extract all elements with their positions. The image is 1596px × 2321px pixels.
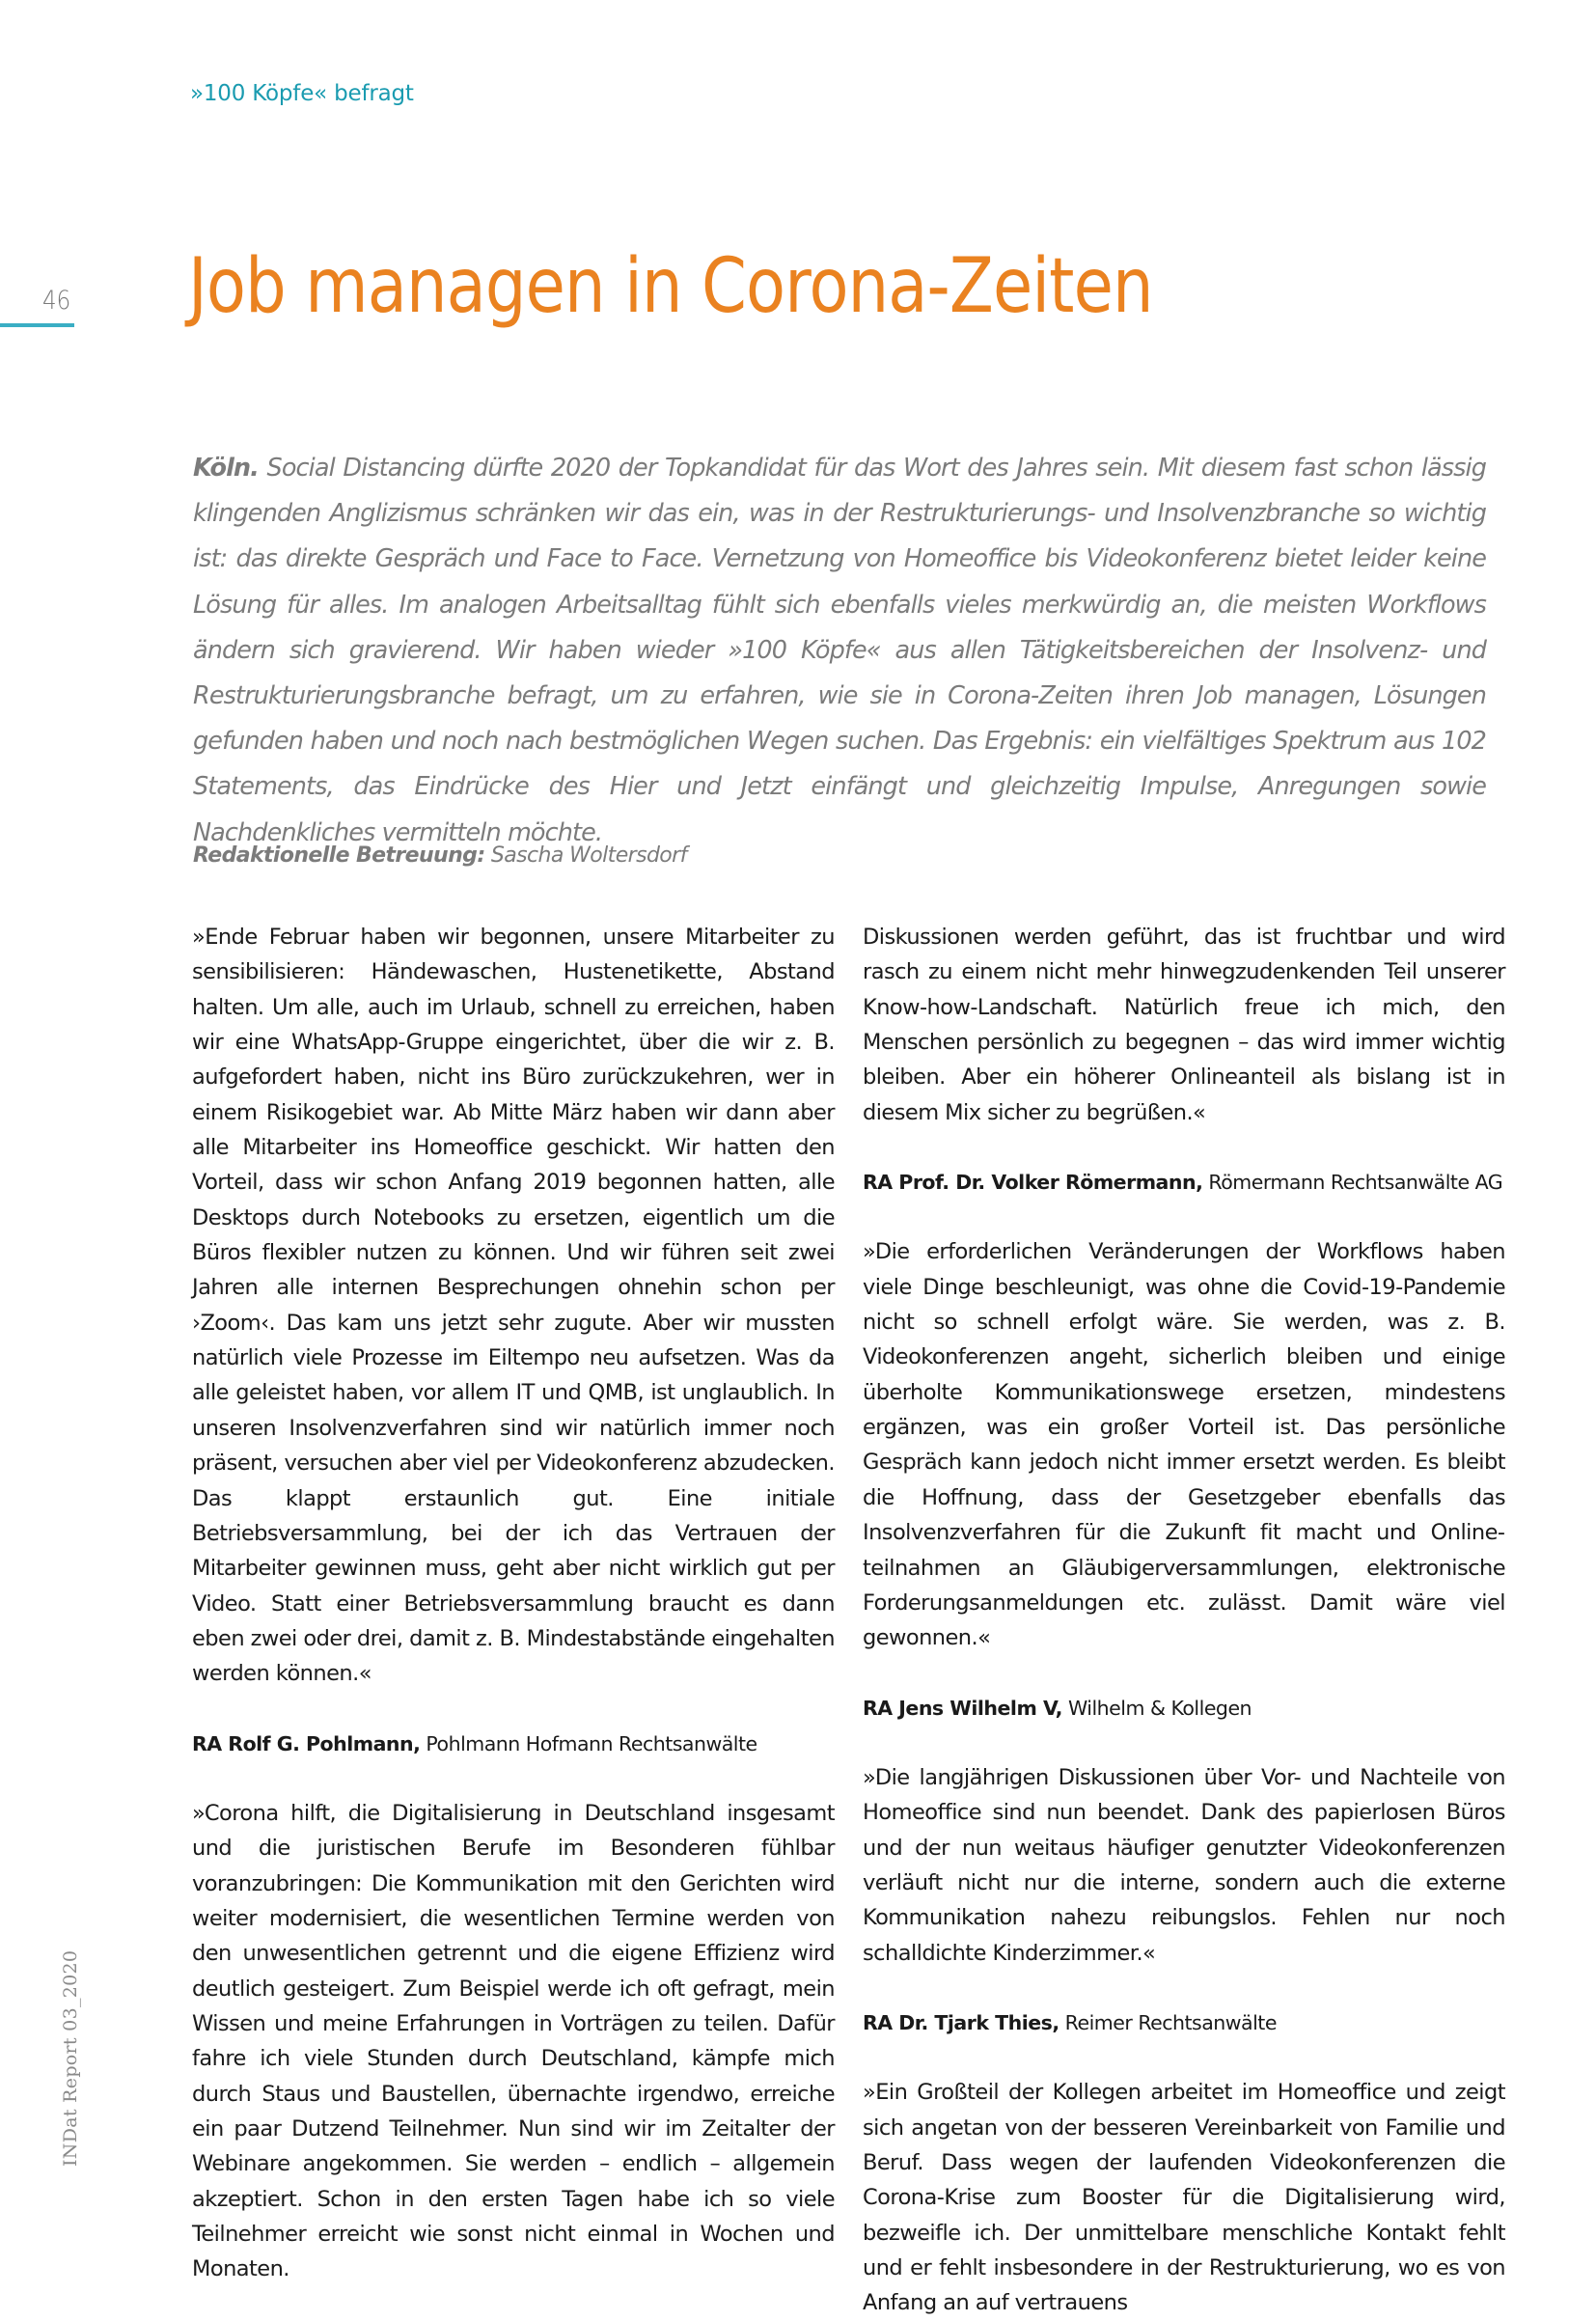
author-name: RA Prof. Dr. Volker Römermann, xyxy=(863,1171,1203,1195)
author-affiliation: Reimer Rechtsanwälte xyxy=(1059,2010,1277,2034)
statement-quote: »Die langjährigen Diskussionen über Vor- und Nachteile von Homeoffice sind nun beendet. Dank des papierlosen Büros und der nun weitaus häufiger genutzter Videokonferenzen verläuft nicht nur die interne, sondern auch die externe Kommunikation nahezu reibungslos. Fehlen nur noch schalldichte Kinderzimmer.« xyxy=(863,1764,1505,1966)
statement-quote: »Corona hilft, die Digitalisierung in Deutschland insgesamt und die juristischen Berufe im Besonderen fühlbar voranzubringen: Die Kommunikation mit den Gerichten wird weiter modernisiert, die wesentlichen Termine werden von den unwesentlichen getrennt und die eigene Effizienz wird deutlich gesteigert. Zum Beispiel werde ich oft gefragt, mein Wissen und meine Erfahrungen in Vorträgen zu teilen. Dafür fahre ich viele Stunden durch Deutschland, kämpfe mich durch Staus und Baustellen, übernachte irgendwo, erreiche ein paar Dutzend Teilnehmer. Nun sind wir im Zeitalter der Webinare angekommen. Sie werden – endlich – allgemein akzeptiert. Schon in den ersten Tagen habe ich so viele Teilnehmer erreicht wie sonst nicht einmal in Wochen und Monaten. xyxy=(192,1800,835,2282)
statement-author xyxy=(192,1727,835,1761)
credit-label: Redaktionelle Betreuung: xyxy=(193,843,485,868)
intro-location: Köln. xyxy=(193,454,259,483)
author-affiliation: Römermann Rechtsanwälte AG xyxy=(1202,1171,1503,1195)
statement-author xyxy=(863,1691,1505,1726)
statement-quote: »Ein Großteil der Kollegen arbeitet im Homeoffice und zeigt sich angetan von der besseren Vereinbarkeit von Familie und Beruf. Dass wegen der laufenden Videokonferenzen die Corona-Krise zum Booster für die Digitalisierung wird, bezweifle ich. Der unmittelbare menschliche Kontakt fehlt und er fehlt insbesondere in der Restrukturierung, wo es von Anfang an auf vertrauens xyxy=(863,2080,1505,2316)
column-right xyxy=(863,920,1505,2321)
editorial-credit xyxy=(193,843,687,868)
author-affiliation: Pohlmann Hofmann Rechtsanwälte xyxy=(420,1731,757,1755)
section-kicker: »100 Köpfe« befragt xyxy=(190,81,414,106)
statement-quote-continuation: Diskussionen werden geführt, das ist fruchtbar und wird rasch zu einem nicht mehr hinwegzudenkenden Teil unserer Know-how-Landschaft. Natürlich freue ich mich, den Menschen persönlich zu begegnen – das wird immer wichtig bleiben. Aber ein höherer Onlineanteil als bislang ist in diesem Mix sicher zu begrüßen.« xyxy=(863,925,1505,1125)
statement-author xyxy=(863,2005,1505,2040)
page-number: 46 xyxy=(42,286,71,316)
statement-quote: »Ende Februar haben wir begonnen, unsere Mitarbeiter zu sensibilisieren: Händewaschen, Hustenetikette, Abstand halten. Um alle, auch im Urlaub, schnell zu erreichen, haben wir eine WhatsApp-Gruppe eingerichtet, über die wir z. B. aufgefordert haben, nicht ins Büro zurückzukehren, wer in einem Risikogebiet war. Ab Mitte März haben wir dann aber alle Mitarbeiter ins Homeoffice geschickt. Wir hatten den Vorteil, dass wir schon Anfang 2019 begonnen hatten, alle Desktops durch Notebooks zu ersetzen, eigentlich um die Büros flexibler nutzen zu können. Und wir führen seit zwei Jahren alle internen Besprechungen ohnehin schon per ›Zoom‹. Das kam uns jetzt sehr zugute. Aber wir mussten natürlich viele Prozesse im Eiltempo neu aufsetzen. Was da alle geleistet haben, vor allem IT und QMB, ist unglaublich. In unseren Insolvenzverfahren sind wir natürlich immer noch präsent, versuchen aber viel per Videokonferenz abzudecken. Das klappt erstaunlich gut. Eine initiale Betriebsversammlung, bei der ich das Vertrauen der Mitarbeiter gewinnen muss, geht aber nicht wirklich gut per Video. Statt einer Betriebsversammlung braucht es dann eben zwei oder drei, damit z. B. Mindestabstände eingehalten werden können.« xyxy=(192,925,835,1687)
author-name: RA Dr. Tjark Thies, xyxy=(863,2010,1059,2034)
page-number-bar xyxy=(0,323,74,327)
intro-paragraph xyxy=(193,446,1486,856)
page-title: Job managen in Corona-Zeiten xyxy=(188,243,1153,330)
column-left xyxy=(192,920,835,2287)
publication-footer: INDat Report 03_2020 xyxy=(60,1949,81,2167)
intro-text: Social Distancing dürfte 2020 der Topkandidat für das Wort des Jahres sein. Mit diesem fast schon lässig klingenden Anglizismus schränken wir das ein, was in der Restrukturierungs- und Insolvenzbranche so wichtig ist: das direkte Gespräch und Face to Face. Vernetzung von Homeoffice bis Videokonferenz bietet leider keine Lösung für alles. Im analogen Arbeitsalltag fühlt sich ebenfalls vieles merkwürdig an, die meisten Workflows ändern sich gravierend. Wir haben wieder »100 Köpfe« aus allen Tätigkeitsbereichen der Insolvenz- und Restrukturierungsbranche befragt, um zu erfahren, wie sie in Corona-Zeiten ihren Job managen, Lösungen gefunden haben und noch nach bestmöglichen Wegen suchen. Das Ergebnis: ein vielfältiges Spektrum aus 102 Statements, das Eindrücke des Hier und Jetzt einfängt und gleichzeitig Impulse, Anregungen sowie Nachdenkliches vermitteln möchte. xyxy=(193,454,1486,847)
author-affiliation: Wilhelm & Kollegen xyxy=(1061,1696,1252,1720)
credit-name: Sascha Woltersdorf xyxy=(484,843,687,868)
author-name: RA Rolf G. Pohlmann, xyxy=(192,1731,421,1755)
statement-author xyxy=(863,1165,1505,1200)
author-name: RA Jens Wilhelm V, xyxy=(863,1696,1062,1720)
statement-quote: »Die erforderlichen Veränderungen der Workflows haben viele Dinge beschleunigt, was ohne die Covid-19-Pandemie nicht so schnell erfolgt wäre. Sie werden, was z. B. Videokonferenzen angeht, sicherlich bleiben und einige überholte Kommunikationswege ersetzen, mindestens ergänzen, was ein großer Vorteil ist. Das persönliche Gespräch kann jedoch nicht immer ersetzt werden. Es bleibt die Hoffnung, dass der Gesetzgeber ebenfalls das Insolvenzverfahren für die Zukunft fit macht und Onlineteilnahmen an Gläubigerversammlungen, elektronische Forderungsanmeldungen etc. zulässt. Damit wäre viel gewonnen.« xyxy=(863,1239,1505,1651)
